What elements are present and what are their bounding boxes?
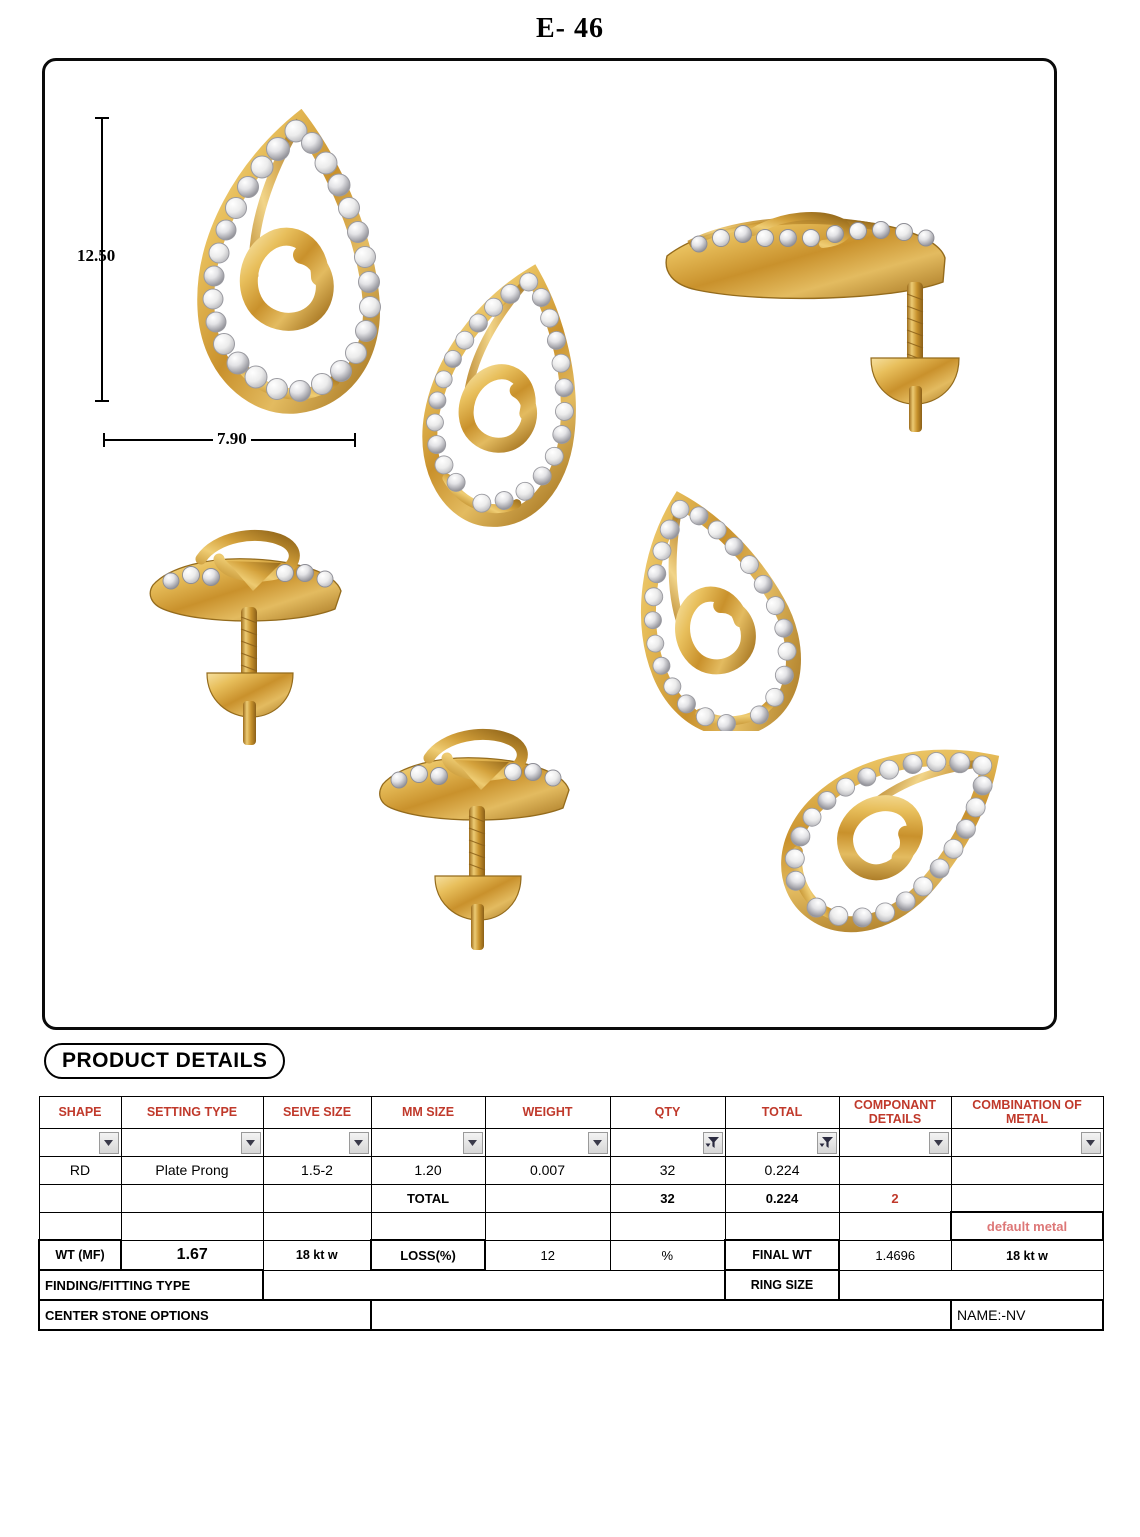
filter-cell-mm-size[interactable] — [371, 1128, 485, 1156]
chevron-down-icon[interactable] — [1081, 1132, 1101, 1154]
ring-size-value[interactable] — [839, 1270, 1103, 1300]
table-filter-row — [39, 1128, 1103, 1156]
cell-combination-of-metal — [951, 1156, 1103, 1184]
column-header-componant-details — [839, 1097, 951, 1129]
table-total-row — [39, 1184, 1103, 1212]
total-cell-shape — [39, 1184, 121, 1212]
column-header-combination-of-metal-l1: COMBINATION OF — [972, 1098, 1082, 1112]
default-metal-blank-8 — [839, 1212, 951, 1240]
filter-cell-shape[interactable] — [39, 1128, 121, 1156]
total-cell-label: TOTAL — [371, 1184, 485, 1212]
final-wt-metal: 18 kt w — [951, 1240, 1103, 1270]
product-details-section-label — [44, 1043, 285, 1079]
total-cell-weight — [485, 1184, 610, 1212]
loss-label: LOSS(%) — [371, 1240, 485, 1270]
page-title: E- 46 — [536, 13, 604, 44]
filter-funnel-icon[interactable] — [817, 1132, 837, 1154]
column-header-mm-size — [371, 1097, 485, 1129]
filter-funnel-icon[interactable] — [703, 1132, 723, 1154]
center-stone-options-value[interactable] — [371, 1300, 951, 1330]
column-header-setting-type-l1: SETTING TYPE — [146, 1105, 238, 1120]
default-metal-blank-5 — [485, 1212, 610, 1240]
jewelry-view-front-tilted — [755, 686, 1035, 966]
table-center-stone-row — [39, 1300, 1103, 1330]
default-metal-value: default metal — [951, 1212, 1103, 1240]
jewelry-view-front-large — [150, 109, 400, 419]
finding-fitting-type-value[interactable] — [263, 1270, 725, 1300]
column-header-total-l1: TOTAL — [761, 1105, 803, 1120]
table-weight-row — [39, 1240, 1103, 1270]
dimension-label-height: 12.50 — [77, 246, 116, 265]
column-header-qty-l1: QTY — [654, 1105, 681, 1120]
total-cell-seive-size — [263, 1184, 371, 1212]
finding-fitting-type-label: FINDING/FITTING TYPE — [39, 1270, 263, 1300]
loss-value: 12 — [485, 1240, 610, 1270]
column-header-seive-size-l1: SEIVE SIZE — [282, 1105, 352, 1120]
column-header-componant-details-l1: COMPONANT — [854, 1098, 936, 1112]
wt-mf-value: 1.67 — [121, 1240, 263, 1270]
chevron-down-icon[interactable] — [241, 1132, 261, 1154]
default-metal-blank-1 — [39, 1212, 121, 1240]
chevron-down-icon[interactable] — [99, 1132, 119, 1154]
total-cell-componant-details: 2 — [839, 1184, 951, 1212]
dimension-label-width: 7.90 — [213, 429, 251, 449]
filter-cell-setting-type[interactable] — [121, 1128, 263, 1156]
column-header-weight-l1: WEIGHT — [522, 1105, 573, 1120]
default-metal-blank-2 — [121, 1212, 263, 1240]
column-header-total — [725, 1097, 839, 1129]
column-header-mm-size-l1: MM SIZE — [401, 1105, 455, 1120]
total-cell-setting-type — [121, 1184, 263, 1212]
cell-setting-type: Plate Prong — [121, 1156, 263, 1184]
column-header-combination-of-metal-l2: METAL — [1005, 1112, 1049, 1127]
ring-size-label: RING SIZE — [725, 1270, 839, 1300]
total-cell-combination-of-metal — [951, 1184, 1103, 1212]
jewelry-view-front-angled — [390, 246, 590, 546]
final-wt-value: 1.4696 — [839, 1240, 951, 1270]
product-render-stage — [45, 61, 1054, 1027]
jewelry-view-back-screw-center — [365, 716, 590, 956]
column-header-setting-type — [121, 1097, 263, 1129]
table-default-metal-row — [39, 1212, 1103, 1240]
cell-componant-details — [839, 1156, 951, 1184]
cell-qty: 32 — [610, 1156, 725, 1184]
default-metal-blank-4 — [371, 1212, 485, 1240]
default-metal-blank-3 — [263, 1212, 371, 1240]
cell-weight: 0.007 — [485, 1156, 610, 1184]
column-header-shape-l1: SHAPE — [58, 1105, 102, 1120]
cell-seive-size: 1.5-2 — [263, 1156, 371, 1184]
default-metal-blank-6 — [610, 1212, 725, 1240]
column-header-componant-details-l2: DETAILS — [868, 1112, 922, 1127]
table-finding-row — [39, 1270, 1103, 1300]
column-header-seive-size — [263, 1097, 371, 1129]
filter-cell-combination-of-metal[interactable] — [951, 1128, 1103, 1156]
product-details-label-text: PRODUCT DETAILS — [62, 1049, 268, 1072]
product-details-table-wrap — [38, 1096, 1102, 1331]
center-stone-options-label: CENTER STONE OPTIONS — [39, 1300, 371, 1330]
filter-cell-seive-size[interactable] — [263, 1128, 371, 1156]
chevron-down-icon[interactable] — [349, 1132, 369, 1154]
column-header-qty — [610, 1097, 725, 1129]
table-row — [39, 1156, 1103, 1184]
total-cell-qty: 32 — [610, 1184, 725, 1212]
column-header-shape — [39, 1097, 121, 1129]
column-header-weight — [485, 1097, 610, 1129]
table-header-row — [39, 1097, 1103, 1129]
cell-shape: RD — [39, 1156, 121, 1184]
chevron-down-icon[interactable] — [929, 1132, 949, 1154]
filter-cell-weight[interactable] — [485, 1128, 610, 1156]
column-header-combination-of-metal — [951, 1097, 1103, 1129]
chevron-down-icon[interactable] — [463, 1132, 483, 1154]
page-header — [0, 0, 1140, 58]
filter-cell-total[interactable] — [725, 1128, 839, 1156]
wt-mf-metal: 18 kt w — [263, 1240, 371, 1270]
jewelry-view-side-with-post — [645, 186, 985, 436]
filter-cell-qty[interactable] — [610, 1128, 725, 1156]
loss-unit: % — [610, 1240, 725, 1270]
wt-mf-label: WT (MF) — [39, 1240, 121, 1270]
total-cell-total: 0.224 — [725, 1184, 839, 1212]
cell-mm-size: 1.20 — [371, 1156, 485, 1184]
final-wt-label: FINAL WT — [725, 1240, 839, 1270]
cell-total: 0.224 — [725, 1156, 839, 1184]
product-details-table — [38, 1096, 1104, 1331]
chevron-down-icon[interactable] — [588, 1132, 608, 1154]
default-metal-blank-7 — [725, 1212, 839, 1240]
product-render-frame — [42, 58, 1057, 1030]
jewelry-view-back-screw-left — [135, 521, 365, 751]
filter-cell-componant-details[interactable] — [839, 1128, 951, 1156]
designer-name: NAME:-NV — [951, 1300, 1103, 1330]
